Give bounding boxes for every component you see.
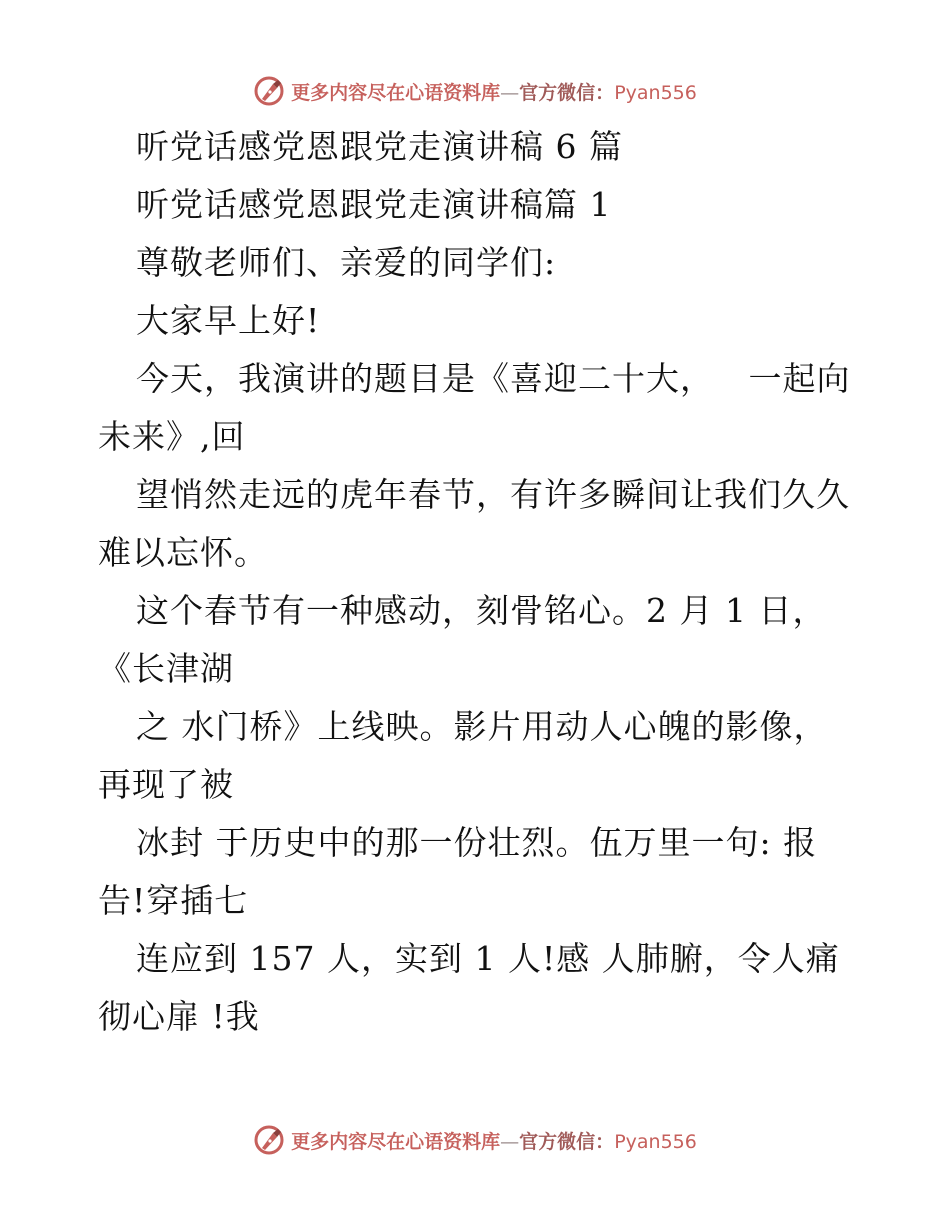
banner-wechat-label: 官方微信：	[519, 81, 615, 104]
banner-wechat-label: 官方微信：	[519, 1130, 615, 1153]
banner-lead-text: 更多内容尽在心语资料库	[291, 81, 501, 104]
paragraph-5: 这个春节有一种感动，刻骨铭心。2 月 1 日，《长津湖	[98, 591, 827, 688]
paragraph-3: 今天，我演讲的题目是《喜迎二十大， 一起向未来》,回	[98, 359, 851, 456]
paragraph-4: 望悄然走远的虎年春节，有许多瞬间让我们久久难以忘怀。	[98, 475, 850, 572]
banner-wechat-id: Pyan556	[614, 81, 697, 104]
banner-content	[253, 1124, 697, 1156]
banner-lead-text: 更多内容尽在心语资料库	[291, 1130, 501, 1153]
pen-nib-logo-icon	[253, 75, 285, 107]
document-subtitle: 听党话感党恩跟党走演讲稿篇 1	[136, 185, 612, 224]
paragraph-6: 之 水门桥》上线映。影片用动人心魄的影像，再现了被	[98, 707, 828, 804]
document-body	[98, 118, 858, 1046]
paragraph-8: 连应到 157 人，实到 1 人!感 人肺腑，令人痛彻心扉 !我	[98, 939, 840, 1036]
banner-text	[291, 78, 697, 105]
pen-nib-logo-icon	[253, 1124, 285, 1156]
banner-wechat-id: Pyan556	[614, 1130, 697, 1153]
banner-dash: —	[500, 81, 520, 104]
footer-banner	[0, 1120, 950, 1160]
banner-text	[291, 1127, 697, 1154]
document-title: 听党话感党恩跟党走演讲稿 6 篇	[136, 127, 623, 166]
paragraph-2: 大家早上好!	[136, 301, 321, 340]
banner-content	[253, 75, 697, 107]
paragraph-1: 尊敬老师们、亲爱的同学们:	[136, 243, 557, 282]
paragraph-7: 冰封 于历史中的那一份壮烈。伍万里一句: 报告!穿插七	[98, 823, 818, 920]
banner-dash: —	[500, 1130, 520, 1153]
header-banner	[0, 71, 950, 111]
